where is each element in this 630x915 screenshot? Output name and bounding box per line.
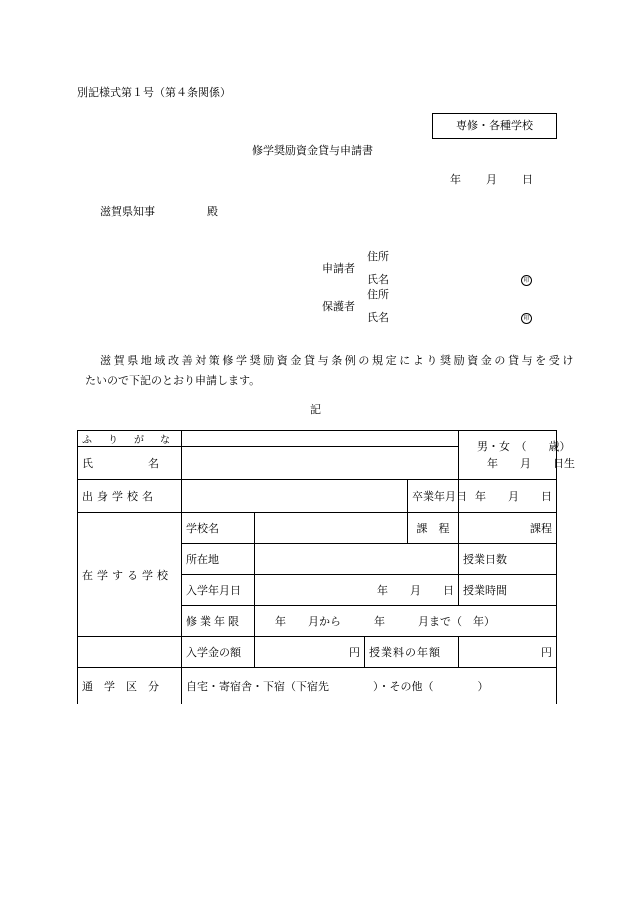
school-type-box [432, 113, 557, 139]
location-label: 所在地 [182, 544, 255, 575]
entrance-fee-field[interactable]: 円 [255, 637, 365, 668]
tuition-label: 授業料の年額 [365, 637, 459, 668]
tuition-field[interactable]: 円 [459, 637, 557, 668]
applicant-seal [521, 272, 532, 286]
date-year-label: 年 [450, 173, 461, 186]
class-hours-label: 授業時間 [459, 575, 557, 606]
origin-school-field[interactable] [182, 480, 408, 513]
school-name-field[interactable] [255, 513, 408, 544]
commute-label: 通 学 区 分 [78, 668, 182, 704]
guardian-seal [521, 310, 532, 324]
form-number: 別記様式第１号（第４条関係） [77, 86, 231, 99]
application-form-table [77, 430, 575, 704]
applicant-address-label: 住所 [367, 250, 389, 263]
current-school-label: 在学する学校 [78, 513, 182, 637]
guardian-role: 保護者 [322, 300, 355, 313]
guardian-name-label: 氏名 [367, 311, 389, 324]
gender-age-cell[interactable] [459, 431, 575, 480]
school-type-label: 専修・各種学校 [456, 119, 533, 132]
study-period-field[interactable]: 年 月から 年 月まで（ 年） [255, 606, 557, 637]
origin-school-label: 出身学校名 [78, 480, 182, 513]
addressee: 滋賀県知事 [100, 205, 155, 218]
applicant-seal-mark: 印 [521, 275, 532, 286]
class-days-label: 授業日数 [459, 544, 557, 575]
entrance-fee-label: 入学金の額 [182, 637, 255, 668]
study-period-label: 修業年限 [182, 606, 255, 637]
birth-date: 年 月 日生 [487, 457, 575, 470]
application-statement-line1: 滋賀県地域改善対策修学奨励資金貸与条例の規定により奨励資金の貸与を受け [100, 354, 576, 367]
date-day-label: 日 [522, 173, 533, 186]
school-name-label: 学校名 [182, 513, 255, 544]
course-field[interactable]: 課程 [459, 513, 557, 544]
course-label: 課 程 [408, 513, 459, 544]
applicant-name-label: 氏名 [367, 273, 389, 286]
document-title: 修学奨励資金貸与申請書 [252, 144, 373, 157]
location-field[interactable] [255, 544, 459, 575]
graduation-date-label: 卒業年月日 [408, 480, 459, 513]
record-heading: 記 [310, 403, 321, 416]
gender-age: 男・女 （ 歳） [477, 440, 571, 453]
furigana-label: ふ り が な [78, 431, 182, 447]
commute-field[interactable]: 自宅・寄宿舎・下宿（下宿先 ）・その他（ ） [182, 668, 557, 704]
entry-date-label: 入学年月日 [182, 575, 255, 606]
addressee-honorific: 殿 [207, 205, 218, 218]
date-month-label: 月 [486, 173, 497, 186]
applicant-role: 申請者 [322, 262, 355, 275]
name-label: 氏 名 [78, 447, 182, 480]
graduation-date-field[interactable]: 年 月 日 [459, 480, 557, 513]
entry-date-field[interactable]: 年 月 日 [255, 575, 459, 606]
application-statement-line2: たいので下記のとおり申請します。 [85, 374, 261, 387]
fee-row-spacer [78, 637, 182, 668]
guardian-seal-mark: 印 [521, 313, 532, 324]
name-field[interactable] [182, 447, 459, 480]
furigana-field[interactable] [182, 431, 459, 447]
guardian-address-label: 住所 [367, 288, 389, 301]
